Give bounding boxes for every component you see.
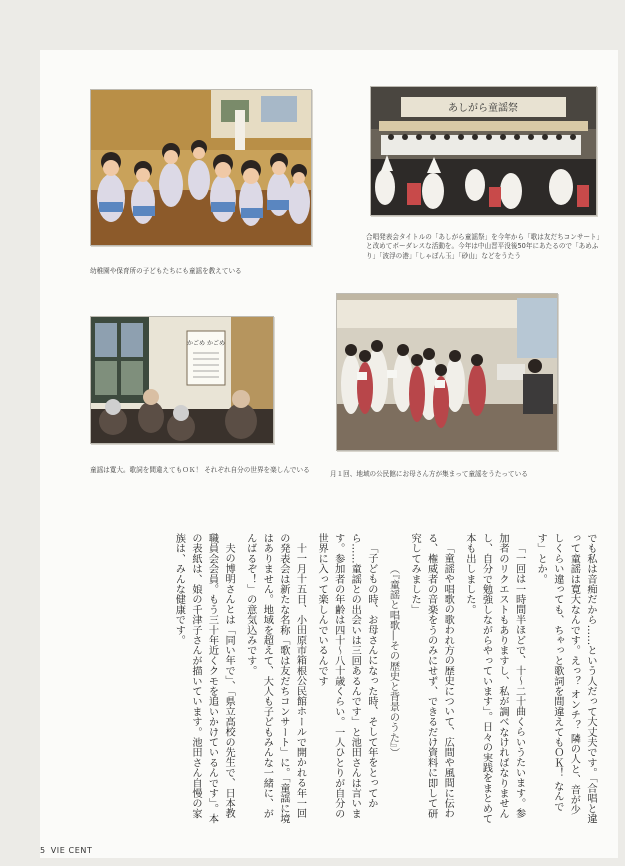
- caption-seniors: 童謡は寛大。歌詞を間違えてもＯＫ！ それぞれ自分の世界を楽しんでいる: [90, 466, 310, 474]
- article-body: [114, 533, 598, 825]
- article-paragraph: 「童謡や唱歌の歌われ方の歴史について、広間や風間に伝わる、権威者の音楽をうのみにせず、できるだけ資料に即して研究してみました」: [409, 533, 454, 819]
- stage-banner-text: あしがら童謡祭: [448, 103, 518, 114]
- photo-concert-stage: [370, 86, 597, 216]
- article-paragraph: 夫の博明さんとは「同い年で」、「県立高校の先生で、日本教職員会会員。もう三十年近くクモを追いかけているんです」。本の表紙は、娘の千津子さんが描いています。池田さん自慢の家族は、みんな健康です。: [173, 533, 235, 824]
- caption-hall: 月１回、地域の公民館にお母さん方が集まって童謡をうたっている: [330, 470, 528, 478]
- photo-community-hall: [336, 293, 558, 451]
- song-card-text: かごめ かごめ: [187, 340, 225, 347]
- page-folio: [40, 846, 97, 855]
- article-paragraph: 「一回は一時間半ほどで、十～二十曲くらいうたいます。参加者のリクエストもありますし、私が調べなければなりませんし、自分で勉強しながらやっています」。日々の実践をまとめて本も出しました。: [463, 533, 525, 824]
- caption-kindergarten: 幼稚園や保育所の子どもたちにも童謡を教えている: [90, 267, 242, 275]
- photo-seniors-singing: [90, 316, 274, 444]
- page-number: 5: [40, 846, 46, 855]
- article-paragraph: 十一月十五日、小田原市箱根公民館ホールで開かれる年一回の発表会は新たな名称「歌は友だちコンサート」に。「童謡に境はありません。地域を超えて、大人も子どもみんな一緒に、がんばるぞ！」の意気込みです。: [244, 533, 306, 824]
- article-paragraph: 「子どもの時、お母さんになった時、そして年をとってから……童謡との出会いは三回あるんです」と池田さんは言います。参加者の年齢は四十～八十歳くらい。一人ひとりが自分の世界に入って楽しんでいるんです: [316, 533, 377, 819]
- article-paragraph: でも私は音痴だから……という人だって大丈夫です。「合唱と違って童謡は寛大なんです。えっ？ オンチ？ 隣の人と、音が少しくらい違っても、ちゃっと歌詞を間違えてもＯＫ！ なんです」とか。: [535, 533, 596, 824]
- book-title-note: （『童謡と唱歌―その歴史と背景のうた』）: [387, 563, 399, 758]
- photo-kindergarten-children: [90, 89, 312, 246]
- caption-concert: 合唱発表会タイトルの「あしがら童謡祭」を今年から「歌は友だちコンサート」と改めてボーダレスな活動を。今年は中山晋平没後50年にあたるので「あめふり」「波浮の港」「しゃぼん玉」「砂山」などをうたう: [366, 233, 604, 260]
- magazine-name: VIE CENT: [50, 846, 93, 855]
